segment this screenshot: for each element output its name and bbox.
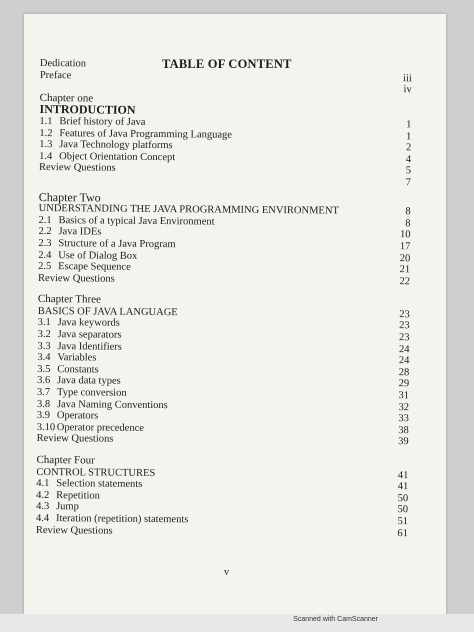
- toc-list: [36, 58, 412, 539]
- chapter-label: Chapter Two: [38, 189, 101, 205]
- toc-entry: 3.10 Operator precedence 38: [36, 421, 409, 437]
- toc-entry: 4.4 Iteration (repetition) statements 51: [35, 512, 409, 528]
- preface-label: Preface: [39, 69, 72, 81]
- toc-entry: 3.2 Java separators 23: [37, 329, 410, 344]
- chapter-label: Chapter Three: [37, 293, 101, 306]
- toc-entry: 3.7 Type conversion 31: [37, 387, 410, 402]
- chapter-label: Chapter Four: [36, 453, 95, 467]
- toc-entry: Review Questions 5: [38, 162, 412, 177]
- footer-bar: [0, 614, 474, 632]
- chapter-heading: CONTROL STRUCTURES 41: [36, 466, 409, 481]
- toc-entry: Review Questions 61: [35, 524, 408, 539]
- toc-entry: 3.4 Variables 24: [37, 352, 410, 367]
- toc-extra-page-row: 7: [405, 177, 411, 189]
- toc-entry: 2.1 Basics of a typical Java Environment 8: [38, 214, 411, 229]
- toc-entry: 4.2 Repetition 50: [36, 489, 409, 505]
- toc-entry: 1.2 Features of Java Programming Language 1: [39, 127, 412, 142]
- toc-entry: 4.1 Selection statements 41: [36, 478, 409, 493]
- toc-entry: 3.6 Java data types 29: [37, 375, 410, 390]
- toc-entry: 1.4 Object Orientation Concept 4: [39, 150, 412, 165]
- toc-title: TABLE OF CONTENT: [162, 57, 292, 71]
- page-number: v: [224, 567, 229, 578]
- chapter-heading: UNDERSTANDING THE JAVA PROGRAMMING ENVIRONMENT 8: [38, 203, 411, 218]
- toc-entry: 3.8 Java Naming Conventions 32: [36, 398, 410, 413]
- toc-entry: 1.3 Java Technology platforms 2: [39, 139, 412, 154]
- document-page: [24, 14, 446, 614]
- toc-entry: Review Questions 39: [36, 433, 409, 448]
- chapter-heading: INTRODUCTION: [39, 102, 136, 118]
- toc-entry: 3.3 Java Identifiers 24: [37, 340, 410, 355]
- toc-entry: 2.3 Structure of a Java Program 17: [38, 237, 411, 253]
- toc-entry: 2.4 Use of Dialog Box 20: [38, 249, 411, 264]
- chapter-heading: BASICS OF JAVA LANGUAGE 23: [37, 305, 410, 321]
- chapter-label: Chapter one: [39, 91, 94, 105]
- toc-entry: 2.5 Escape Sequence 21: [38, 261, 411, 276]
- toc-entry: 3.1 Java keywords 23: [37, 317, 410, 332]
- toc-entry: 4.3 Jump 50: [36, 501, 409, 516]
- toc-entry: 3.9 Operators 33: [36, 410, 409, 425]
- scanner-watermark: Scanned with CamScanner: [293, 616, 378, 623]
- toc-entry: Review Questions 22: [38, 272, 411, 287]
- toc-entry: 3.5 Constants 28: [37, 363, 410, 379]
- preface-page: iii: [403, 72, 412, 84]
- dedication-label: Dedication: [39, 58, 87, 70]
- toc-entry: 2.2 Java IDEs 10: [38, 226, 411, 241]
- toc-entry: 1.1 Brief history of Java 1: [39, 115, 412, 131]
- preface-page-2: iv: [403, 84, 412, 96]
